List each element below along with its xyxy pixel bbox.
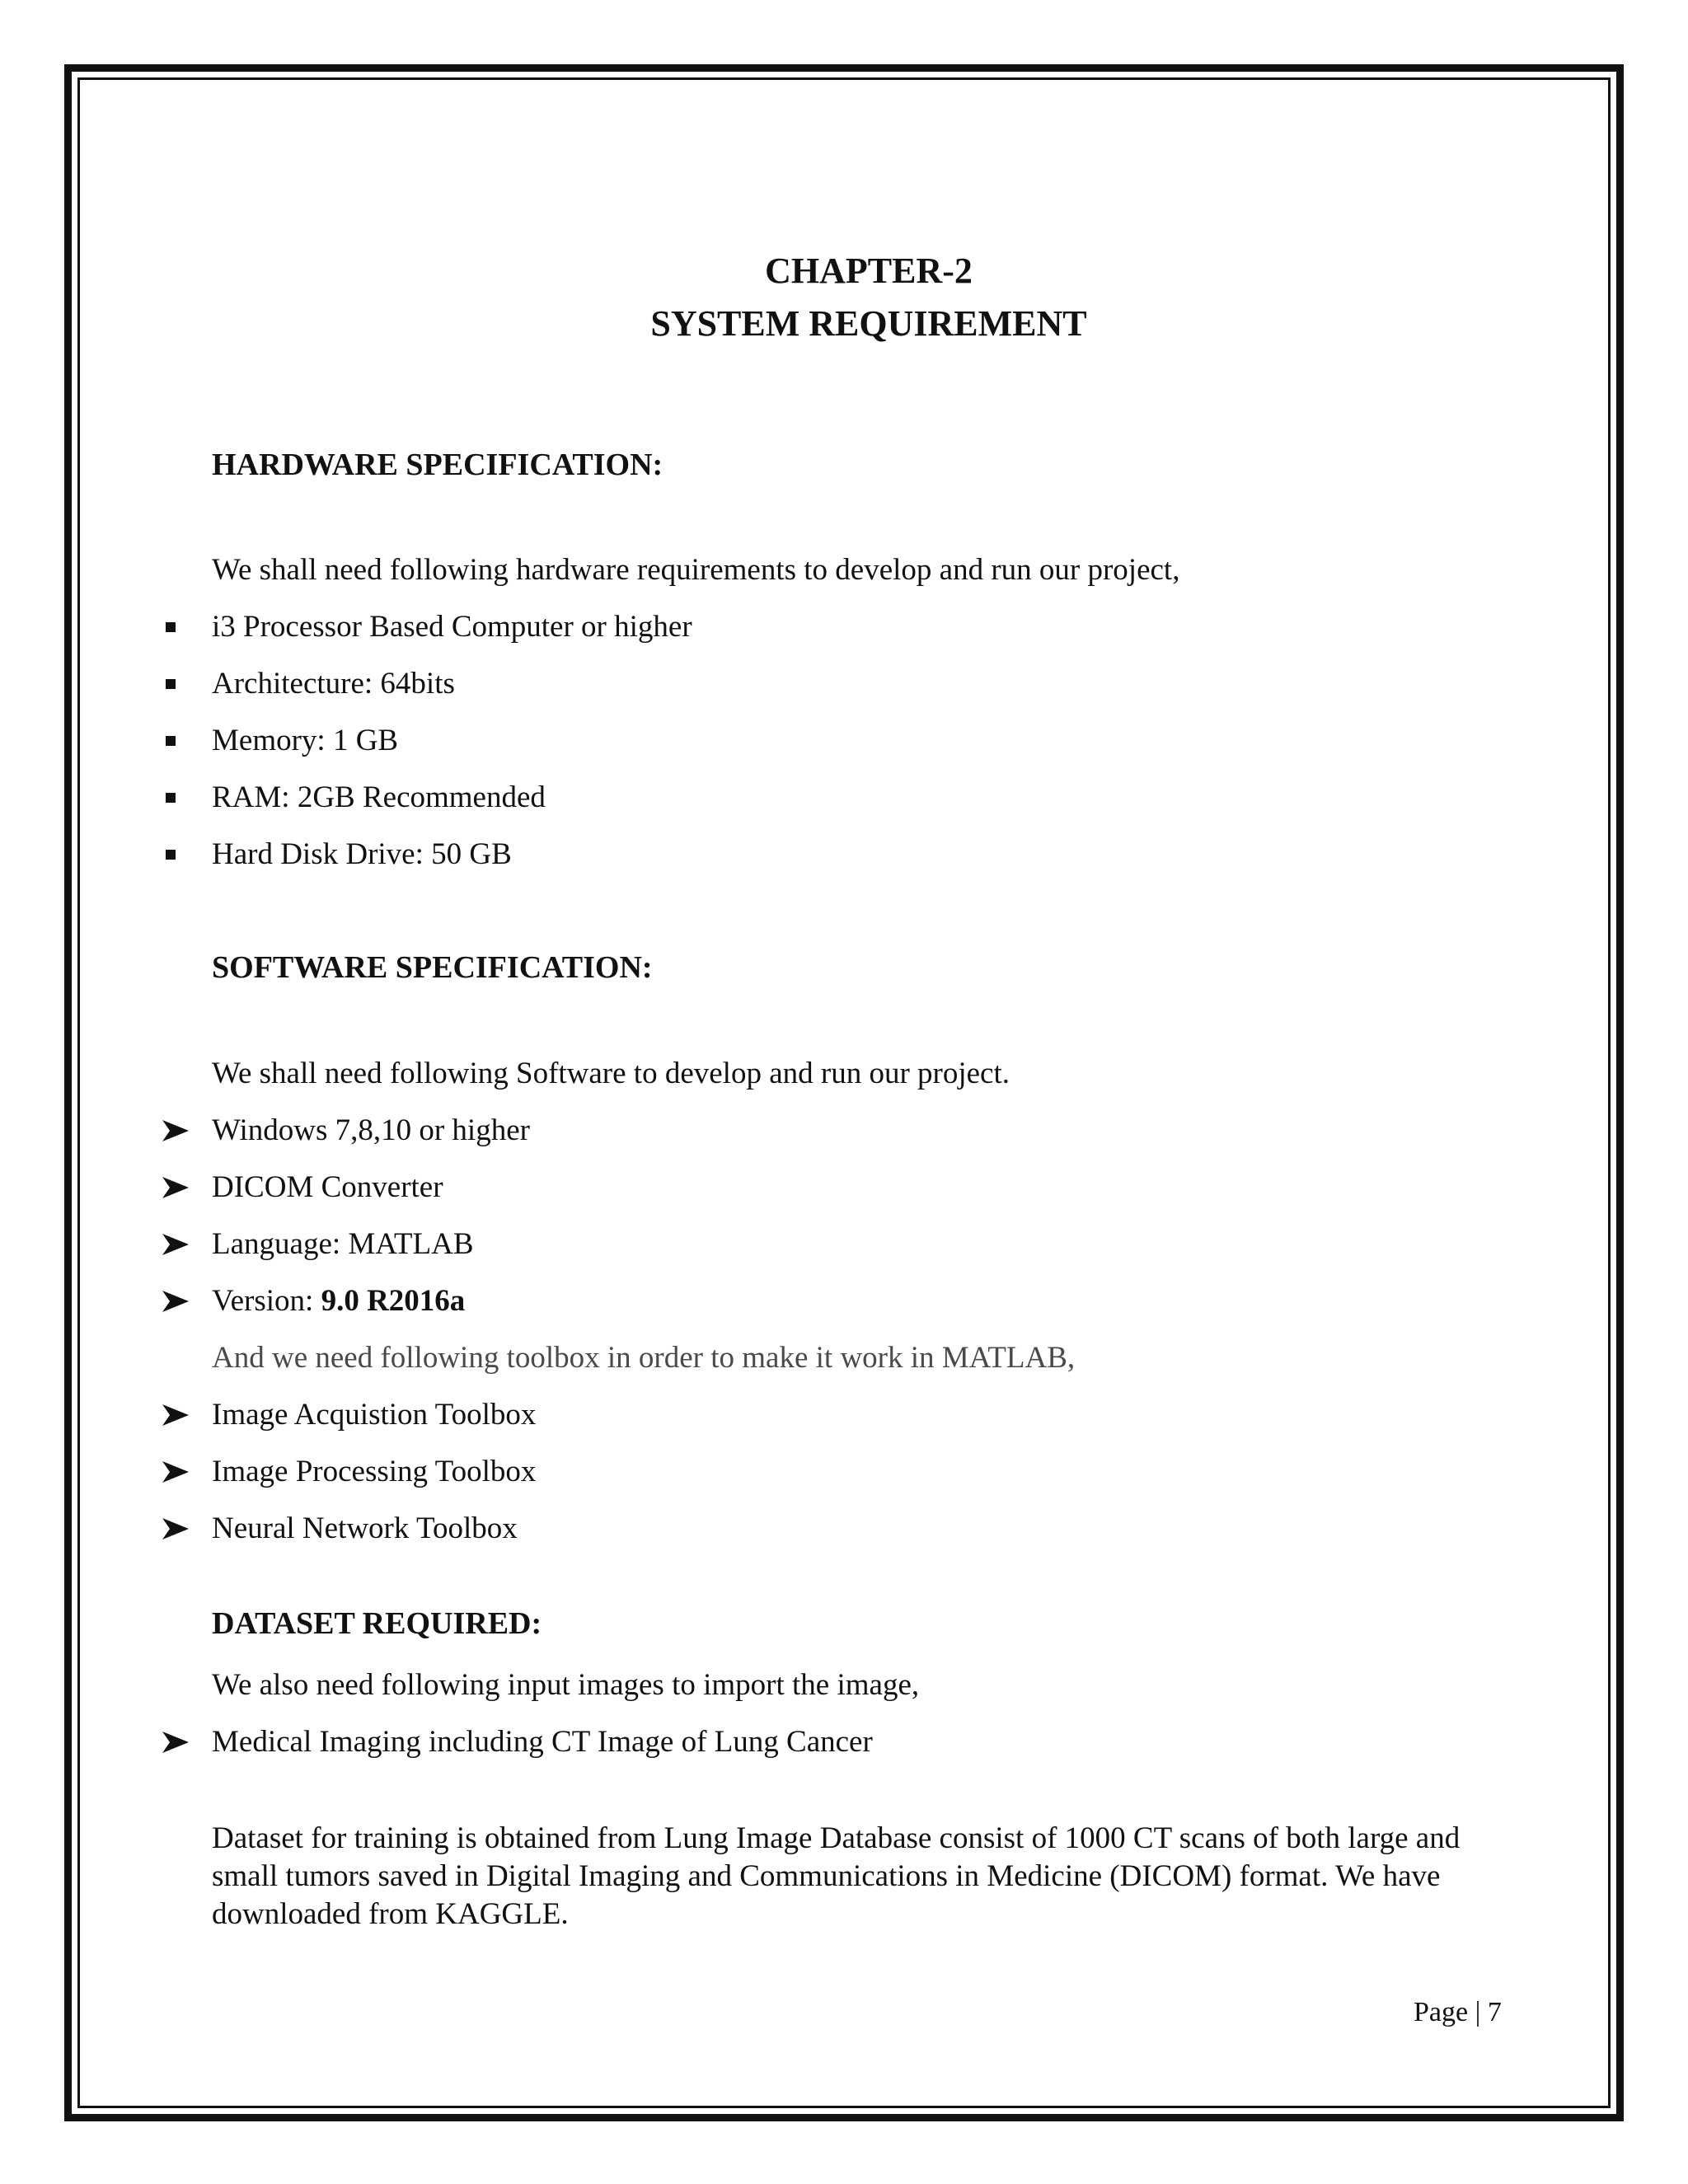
- arrowhead-bullet-icon: [161, 1118, 190, 1143]
- dataset-paragraph: Dataset for training is obtained from Lung Image Database consist of 1000 CT scans of both large and small tumors saved in Digital Imaging and Communications in Medicine (DICOM) format. We have downloaded from KAGGLE.: [212, 1821, 1461, 1931]
- software-item: Language: MATLAB: [212, 1227, 474, 1261]
- dataset-item: Medical Imaging including CT Image of Lung Cancer: [212, 1725, 873, 1759]
- square-bullet-icon: [166, 793, 176, 803]
- hardware-item: i3 Processor Based Computer or higher: [212, 610, 692, 644]
- toolbox-intro: And we need following toolbox in order to make it work in MATLAB,: [212, 1341, 1076, 1375]
- toolbox-item: Image Processing Toolbox: [212, 1455, 537, 1488]
- square-bullet-icon: [166, 850, 176, 860]
- chapter-title: CHAPTER-2: [765, 251, 973, 291]
- arrowhead-bullet-icon: [161, 1516, 190, 1541]
- version-label: Version:: [212, 1284, 321, 1318]
- hardware-heading: HARDWARE SPECIFICATION:: [212, 448, 663, 482]
- toolbox-item: Image Acquistion Toolbox: [212, 1398, 537, 1432]
- chapter-subtitle: SYSTEM REQUIREMENT: [650, 303, 1087, 344]
- arrowhead-bullet-icon: [161, 1232, 190, 1257]
- toolbox-item: Neural Network Toolbox: [212, 1511, 518, 1545]
- square-bullet-icon: [166, 736, 176, 746]
- square-bullet-icon: [166, 622, 176, 632]
- dataset-heading: DATASET REQUIRED:: [212, 1606, 542, 1641]
- dataset-intro: We also need following input images to import the image,: [212, 1668, 920, 1702]
- hardware-item: Memory: 1 GB: [212, 724, 399, 757]
- arrowhead-bullet-icon: [161, 1460, 190, 1484]
- hardware-item: Hard Disk Drive: 50 GB: [212, 837, 512, 871]
- page-number: Page | 7: [1414, 1997, 1502, 2027]
- arrowhead-bullet-icon: [161, 1175, 190, 1200]
- hardware-item: Architecture: 64bits: [212, 667, 455, 701]
- arrowhead-bullet-icon: [161, 1289, 190, 1314]
- software-heading: SOFTWARE SPECIFICATION:: [212, 950, 653, 985]
- software-intro: We shall need following Software to develop and run our project.: [212, 1057, 1010, 1090]
- arrowhead-bullet-icon: [161, 1730, 190, 1755]
- version-value: 9.0 R2016a: [321, 1284, 466, 1318]
- hardware-item: RAM: 2GB Recommended: [212, 780, 546, 814]
- software-version: [212, 1282, 465, 1321]
- arrowhead-bullet-icon: [161, 1403, 190, 1427]
- software-item: Windows 7,8,10 or higher: [212, 1113, 530, 1147]
- hardware-intro: We shall need following hardware requirements to develop and run our project,: [212, 553, 1180, 587]
- square-bullet-icon: [166, 679, 176, 689]
- software-item: DICOM Converter: [212, 1170, 443, 1204]
